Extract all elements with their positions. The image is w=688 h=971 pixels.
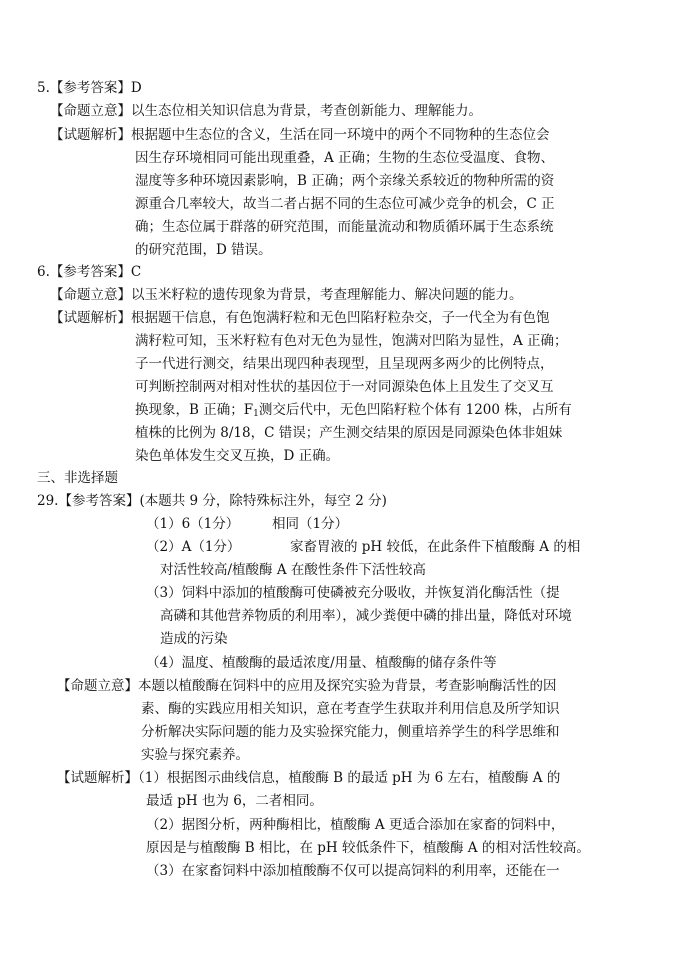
q6-analysis-line-2: 满籽粒可知，玉米籽粒有色对无色为显性，饱满对凹陷为显性，A 正确； [135, 333, 568, 349]
q6-intent-text: 以玉米籽粒的遗传现象为背景，考查理解能力、解决问题的能力。 [131, 287, 523, 303]
q29-answer-2c: 对活性较高/植酸酶 A 在酸性条件下活性较高 [160, 562, 426, 578]
q6-analysis-line-3: 子一代进行测交，结果出现四种表现型，且呈现两多两少的比例特点， [135, 356, 554, 372]
q29-number: 29. [37, 493, 59, 509]
q6-answer-label: 【参考答案】 [49, 264, 131, 280]
q29-intent-line-4: 实验与探究素养。 [141, 747, 249, 763]
q5-analysis-line-3: 湿度等多种环境因素影响，B 正确；两个亲缘关系较近的物种所需的资 [135, 173, 555, 189]
q5-analysis-text: 根据题中生态位的含义，生活在同一环境中的两个不同物种的生态位会 [131, 127, 550, 143]
q6-analysis-line-5 [135, 399, 572, 421]
q5-answer-value: D [130, 80, 142, 96]
section-title: 三、非选择题 [37, 470, 118, 486]
q5-analysis-line-2: 因生存环境相同可能出现重叠，A 正确；生物的生态位受温度、食物、 [135, 150, 555, 166]
q29-answer-heading [37, 490, 387, 512]
q29-answer-4: （4）温度、植酸酶的最适浓度/用量、植酸酶的储存条件等 [146, 655, 497, 671]
q5-analysis-line-5: 确；生态位属于群落的研究范围，而能量流动和物质循环属于生态系统 [135, 219, 554, 235]
q6-analysis-line-4: 可判断控制两对相对性状的基因位于一对同源染色体上且发生了交叉互 [135, 379, 554, 395]
q29-answer-3-line-3: 造成的污染 [160, 631, 228, 647]
q5-answer-heading [37, 77, 142, 99]
q29-answer-label: 【参考答案】 [58, 493, 140, 509]
q29-analysis-line-4: 原因是与植酸酶 B 相比，在 pH 较低条件下，植酸酶 A 的相对活性较高。 [146, 840, 590, 856]
q29-analysis-text: （1）根据图示曲线信息，植酸酶 B 的最适 pH 为 6 左右，植酸酶 A 的 [138, 770, 561, 786]
q29-answer-3-line-2: 高磷和其他营养物质的利用率），减少粪便中磷的排出量，降低对环境 [160, 608, 572, 624]
q29-intent-line-1 [57, 675, 557, 697]
q6-analysis-line-7: 染色单体发生交叉互换，D 正确。 [135, 448, 340, 464]
q5-analysis-line-6: 的研究范围，D 错误。 [135, 242, 272, 258]
q5-analysis-label: 【试题解析】 [50, 127, 131, 143]
q6-answer-heading [37, 261, 141, 283]
q29-score-note: (本题共 9 分，除特殊标注外，每空 2 分) [139, 493, 387, 509]
q29-intent-label: 【命题立意】 [57, 678, 138, 694]
q29-answer-2b: 家畜胃液的 pH 较低，在此条件下植酸酶 A 的相 [290, 539, 581, 555]
q6-analysis-line-6: 植株的比例为 8/18，C 错误；产生测交结果的原因是同源染色体非姐妹 [135, 425, 563, 441]
q5-number: 5. [37, 80, 50, 96]
q29-intent-line-2: 素、酶的实践应用相关知识，意在考查学生获取并利用信息及所学知识 [141, 701, 560, 717]
q6-analysis-text: 根据题干信息，有色饱满籽粒和无色凹陷籽粒杂交，子一代全为有色饱 [131, 310, 550, 326]
q6-analysis-line-1 [50, 307, 550, 329]
q6-analysis-text-a: 换现象，B 正确；F [135, 402, 254, 418]
q29-analysis-line-5: （3）在家畜饲料中添加植酸酶不仅可以提高饲料的利用率，还能在一 [146, 863, 560, 879]
q29-analysis-line-3: （2）据图分析，两种酶相比，植酸酶 A 更适合添加在家畜的饲料中， [146, 817, 565, 833]
q29-intent-text: 本题以植酸酶在饲料中的应用及探究实验为背景，考查影响酶活性的因 [138, 678, 557, 694]
q5-intent-text: 以生态位相关知识信息为背景，考查创新能力、理解能力。 [131, 103, 482, 119]
q6-number: 6. [37, 264, 50, 280]
q6-answer-value: C [130, 264, 142, 280]
q5-intent-label: 【命题立意】 [50, 103, 131, 119]
q29-analysis-line-1 [57, 767, 560, 789]
q5-analysis-line-4: 源重合几率较大，故当二者占据不同的生态位可减少竞争的机会，C 正 [135, 196, 555, 212]
q5-analysis-line-1 [50, 124, 550, 146]
q29-answer-1a: （1）6（1分） [146, 516, 240, 532]
q29-analysis-line-2: 最适 pH 也为 6，二者相同。 [146, 793, 323, 809]
q29-answer-1b: 相同（1分） [272, 516, 349, 532]
q29-analysis-label: 【试题解析】 [57, 770, 138, 786]
q5-answer-label: 【参考答案】 [49, 80, 131, 96]
q6-intent-label: 【命题立意】 [50, 287, 131, 303]
q5-intent [50, 100, 482, 122]
q29-answer-3-line-1: （3）饲料中添加的植酸酶可使磷被充分吸收，并恢复消化酶活性（提 [146, 585, 560, 601]
f1-subscript: 1 [253, 409, 259, 419]
q29-intent-line-3: 分析解决实际问题的能力及实验探究能力，侧重培养学生的科学思维和 [141, 724, 560, 740]
q6-analysis-label: 【试题解析】 [50, 310, 131, 326]
q6-analysis-text-b: 测交后代中，无色凹陷籽粒个体有 1200 株，占所有 [258, 402, 572, 418]
q29-answer-2a: （2）A（1分） [146, 539, 241, 555]
q6-intent [50, 284, 523, 306]
